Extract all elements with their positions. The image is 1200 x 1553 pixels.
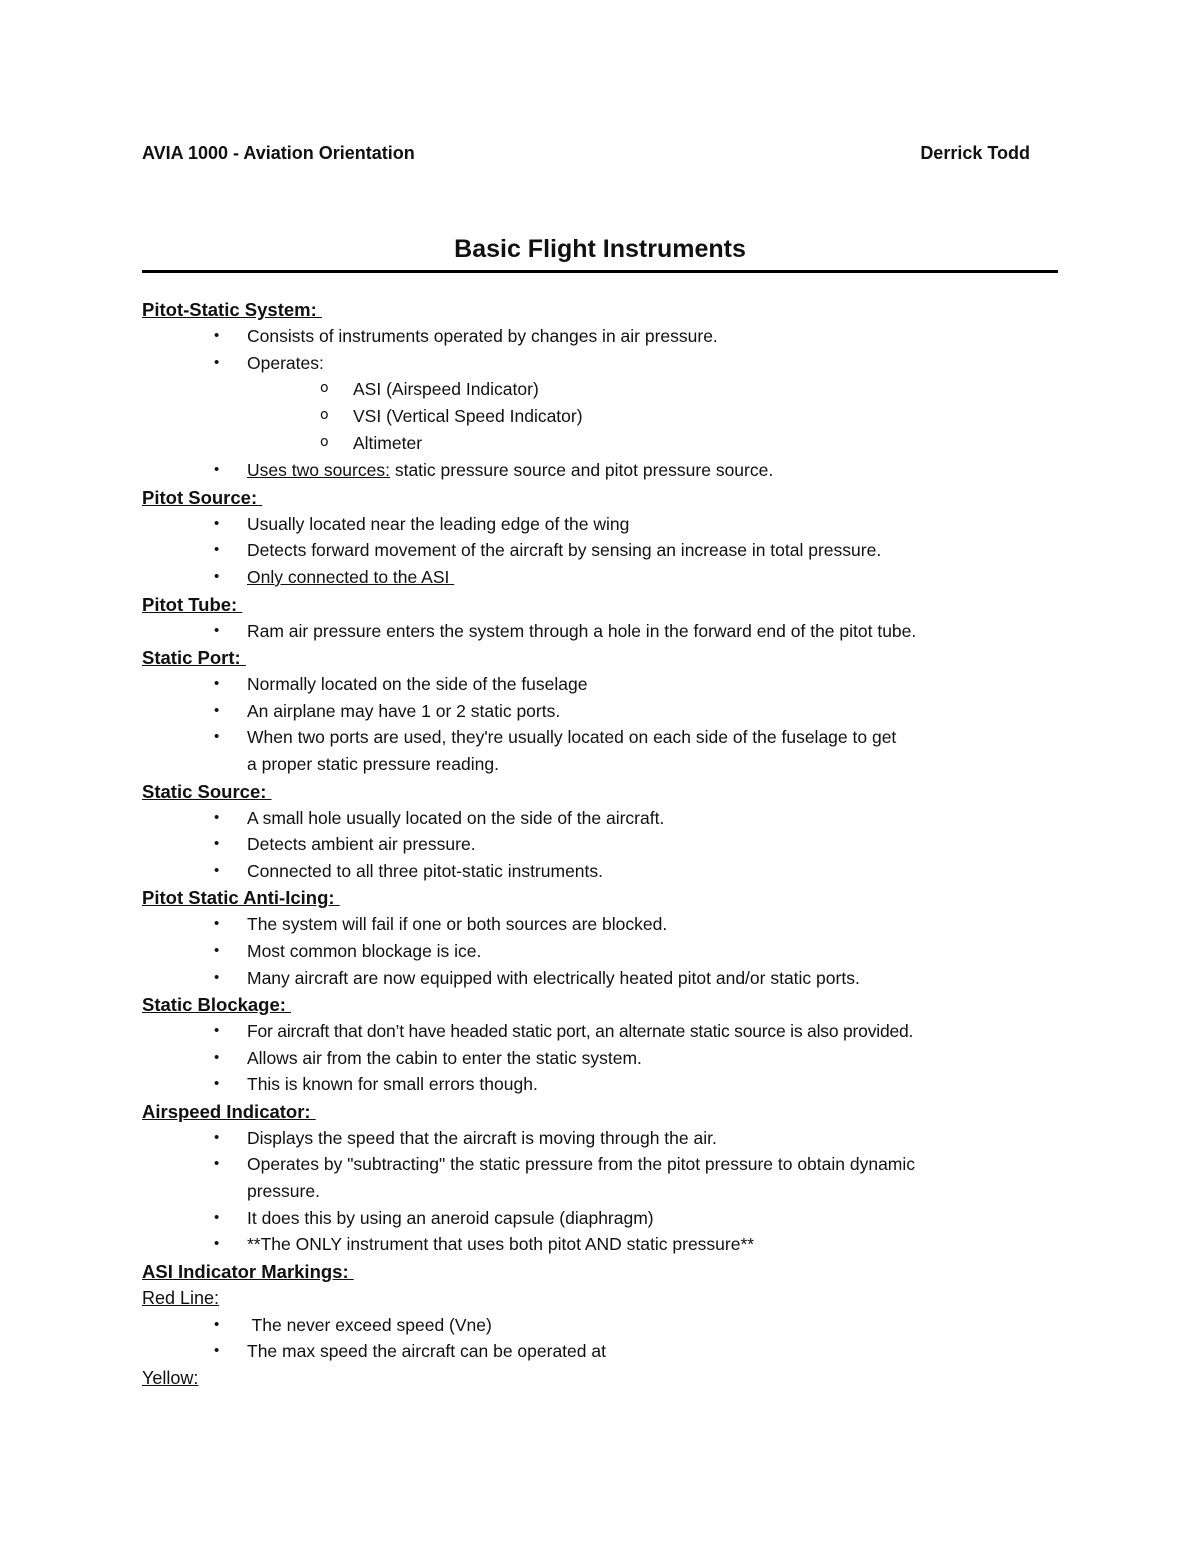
circle-bullet-icon: o bbox=[320, 407, 329, 424]
title-block bbox=[142, 232, 1058, 273]
circle-bullet-icon: o bbox=[320, 434, 329, 451]
bullet-icon: • bbox=[214, 861, 220, 879]
sources-label: Uses two sources: bbox=[247, 460, 390, 481]
course-title: AVIA 1000 - Aviation Orientation bbox=[142, 143, 415, 163]
bullet-icon: • bbox=[214, 461, 220, 479]
bullet-icon: • bbox=[214, 1235, 220, 1253]
list-item: • Detects ambient air pressure. bbox=[142, 831, 1042, 858]
bullet-icon: • bbox=[214, 327, 220, 344]
pitot-source-list bbox=[142, 511, 1042, 591]
document-body bbox=[142, 296, 1042, 1392]
list-item: • **The ONLY instrument that uses both pitot AND static pressure** bbox=[142, 1231, 1042, 1258]
bullet-icon: • bbox=[214, 808, 220, 826]
list-item: • Consists of instruments operated by changes in air pressure. bbox=[142, 323, 1042, 350]
pitot-static-system-list bbox=[142, 323, 1042, 376]
list-item: • It does this by using an aneroid capsule (diaphragm) bbox=[142, 1205, 1042, 1232]
bullet-icon: • bbox=[214, 541, 220, 559]
list-item: • Connected to all three pitot-static instruments. bbox=[142, 858, 1042, 885]
document-title: Basic Flight Instruments bbox=[454, 235, 746, 263]
list-item: • The max speed the aircraft can be operated at bbox=[142, 1338, 1042, 1365]
anti-icing-list bbox=[142, 911, 1042, 991]
bullet-icon: • bbox=[214, 1208, 220, 1226]
heading-pitot-tube: Pitot Tube: bbox=[142, 593, 243, 615]
list-item: • An airplane may have 1 or 2 static ports. bbox=[142, 698, 1042, 725]
bullet-icon: • bbox=[214, 514, 220, 532]
heading-static-port: Static Port: bbox=[142, 647, 246, 669]
bullet-icon: • bbox=[214, 675, 220, 693]
list-item: • Many aircraft are now equipped with electrically heated pitot and/or static ports. bbox=[142, 965, 1042, 992]
list-item: • The system will fail if one or both sources are blocked. bbox=[142, 911, 1042, 938]
list-item: • Displays the speed that the aircraft is moving through the air. bbox=[142, 1125, 1042, 1152]
list-item: • Most common blockage is ice. bbox=[142, 938, 1042, 965]
bullet-icon: • bbox=[214, 1128, 220, 1146]
list-item: • When two ports are used, they're usually located on each side of the fuselage to get a proper static pressure reading. bbox=[142, 724, 1042, 777]
list-item: • Detects forward movement of the aircraft by sensing an increase in total pressure. bbox=[142, 537, 1042, 564]
bullet-icon: • bbox=[214, 1048, 220, 1066]
heading-asi-indicator-markings: ASI Indicator Markings: bbox=[142, 1260, 354, 1282]
list-item bbox=[142, 457, 1042, 484]
list-item: • Allows air from the cabin to enter the static system. bbox=[142, 1045, 1042, 1072]
list-item: • A small hole usually located on the side of the aircraft. bbox=[142, 805, 1042, 832]
subheading-yellow: Yellow: bbox=[142, 1368, 199, 1389]
static-source-list bbox=[142, 805, 1042, 885]
document-header bbox=[142, 143, 1030, 164]
list-item: • This is known for small errors though. bbox=[142, 1071, 1042, 1098]
bullet-icon: • bbox=[214, 1075, 220, 1093]
bullet-icon: • bbox=[214, 701, 220, 719]
list-item: • The never exceed speed (Vne) bbox=[142, 1312, 1042, 1339]
bullet-icon: • bbox=[214, 835, 220, 853]
circle-bullet-icon: o bbox=[320, 380, 329, 397]
heading-airspeed-indicator: Airspeed Indicator: bbox=[142, 1100, 316, 1122]
heading-pitot-static-anti-icing: Pitot Static Anti-Icing: bbox=[142, 887, 340, 909]
bullet-icon: • bbox=[214, 1315, 220, 1333]
sub-list-item: o VSI (Vertical Speed Indicator) bbox=[142, 403, 1042, 430]
list-item: • For aircraft that don’t have headed static port, an alternate static source is also provided. bbox=[142, 1018, 1042, 1045]
list-item: • Only connected to the ASI bbox=[142, 564, 1042, 591]
list-item: • Normally located on the side of the fuselage bbox=[142, 671, 1042, 698]
sub-list-item: o ASI (Airspeed Indicator) bbox=[142, 376, 1042, 403]
list-item: • Usually located near the leading edge of the wing bbox=[142, 511, 1042, 538]
author-name: Derrick Todd bbox=[920, 143, 1030, 163]
bullet-icon: • bbox=[214, 1022, 220, 1040]
bullet-icon: • bbox=[214, 1155, 220, 1173]
list-item: • Ram air pressure enters the system through a hole in the forward end of the pitot tube. bbox=[142, 618, 1042, 645]
bullet-icon: • bbox=[214, 621, 220, 639]
bullet-icon: • bbox=[214, 941, 220, 959]
static-port-list bbox=[142, 671, 1042, 777]
heading-static-blockage: Static Blockage: bbox=[142, 994, 292, 1016]
heading-pitot-static-system: Pitot-Static System: bbox=[142, 299, 322, 320]
pitot-tube-list bbox=[142, 618, 1042, 645]
list-item: • Operates: bbox=[142, 350, 1042, 377]
sub-list-item: o Altimeter bbox=[142, 430, 1042, 457]
red-line-list bbox=[142, 1312, 1042, 1365]
pitot-static-sources-list bbox=[142, 457, 1042, 484]
sources-text: static pressure source and pitot pressure source. bbox=[389, 460, 774, 481]
heading-pitot-source: Pitot Source: bbox=[142, 486, 263, 508]
bullet-icon: • bbox=[214, 915, 220, 933]
static-blockage-list bbox=[142, 1018, 1042, 1098]
list-item: • Operates by "subtracting" the static pressure from the pitot pressure to obtain dynamic pressure. bbox=[142, 1151, 1042, 1204]
bullet-icon: • bbox=[214, 353, 220, 371]
operates-sublist bbox=[142, 376, 1042, 457]
bullet-icon: • bbox=[214, 1342, 220, 1360]
bullet-icon: • bbox=[214, 567, 220, 585]
bullet-icon: • bbox=[214, 968, 220, 986]
bullet-icon: • bbox=[214, 728, 220, 746]
heading-static-source: Static Source: bbox=[142, 780, 272, 802]
subheading-red-line: Red Line: bbox=[142, 1287, 220, 1308]
airspeed-indicator-list bbox=[142, 1125, 1042, 1258]
